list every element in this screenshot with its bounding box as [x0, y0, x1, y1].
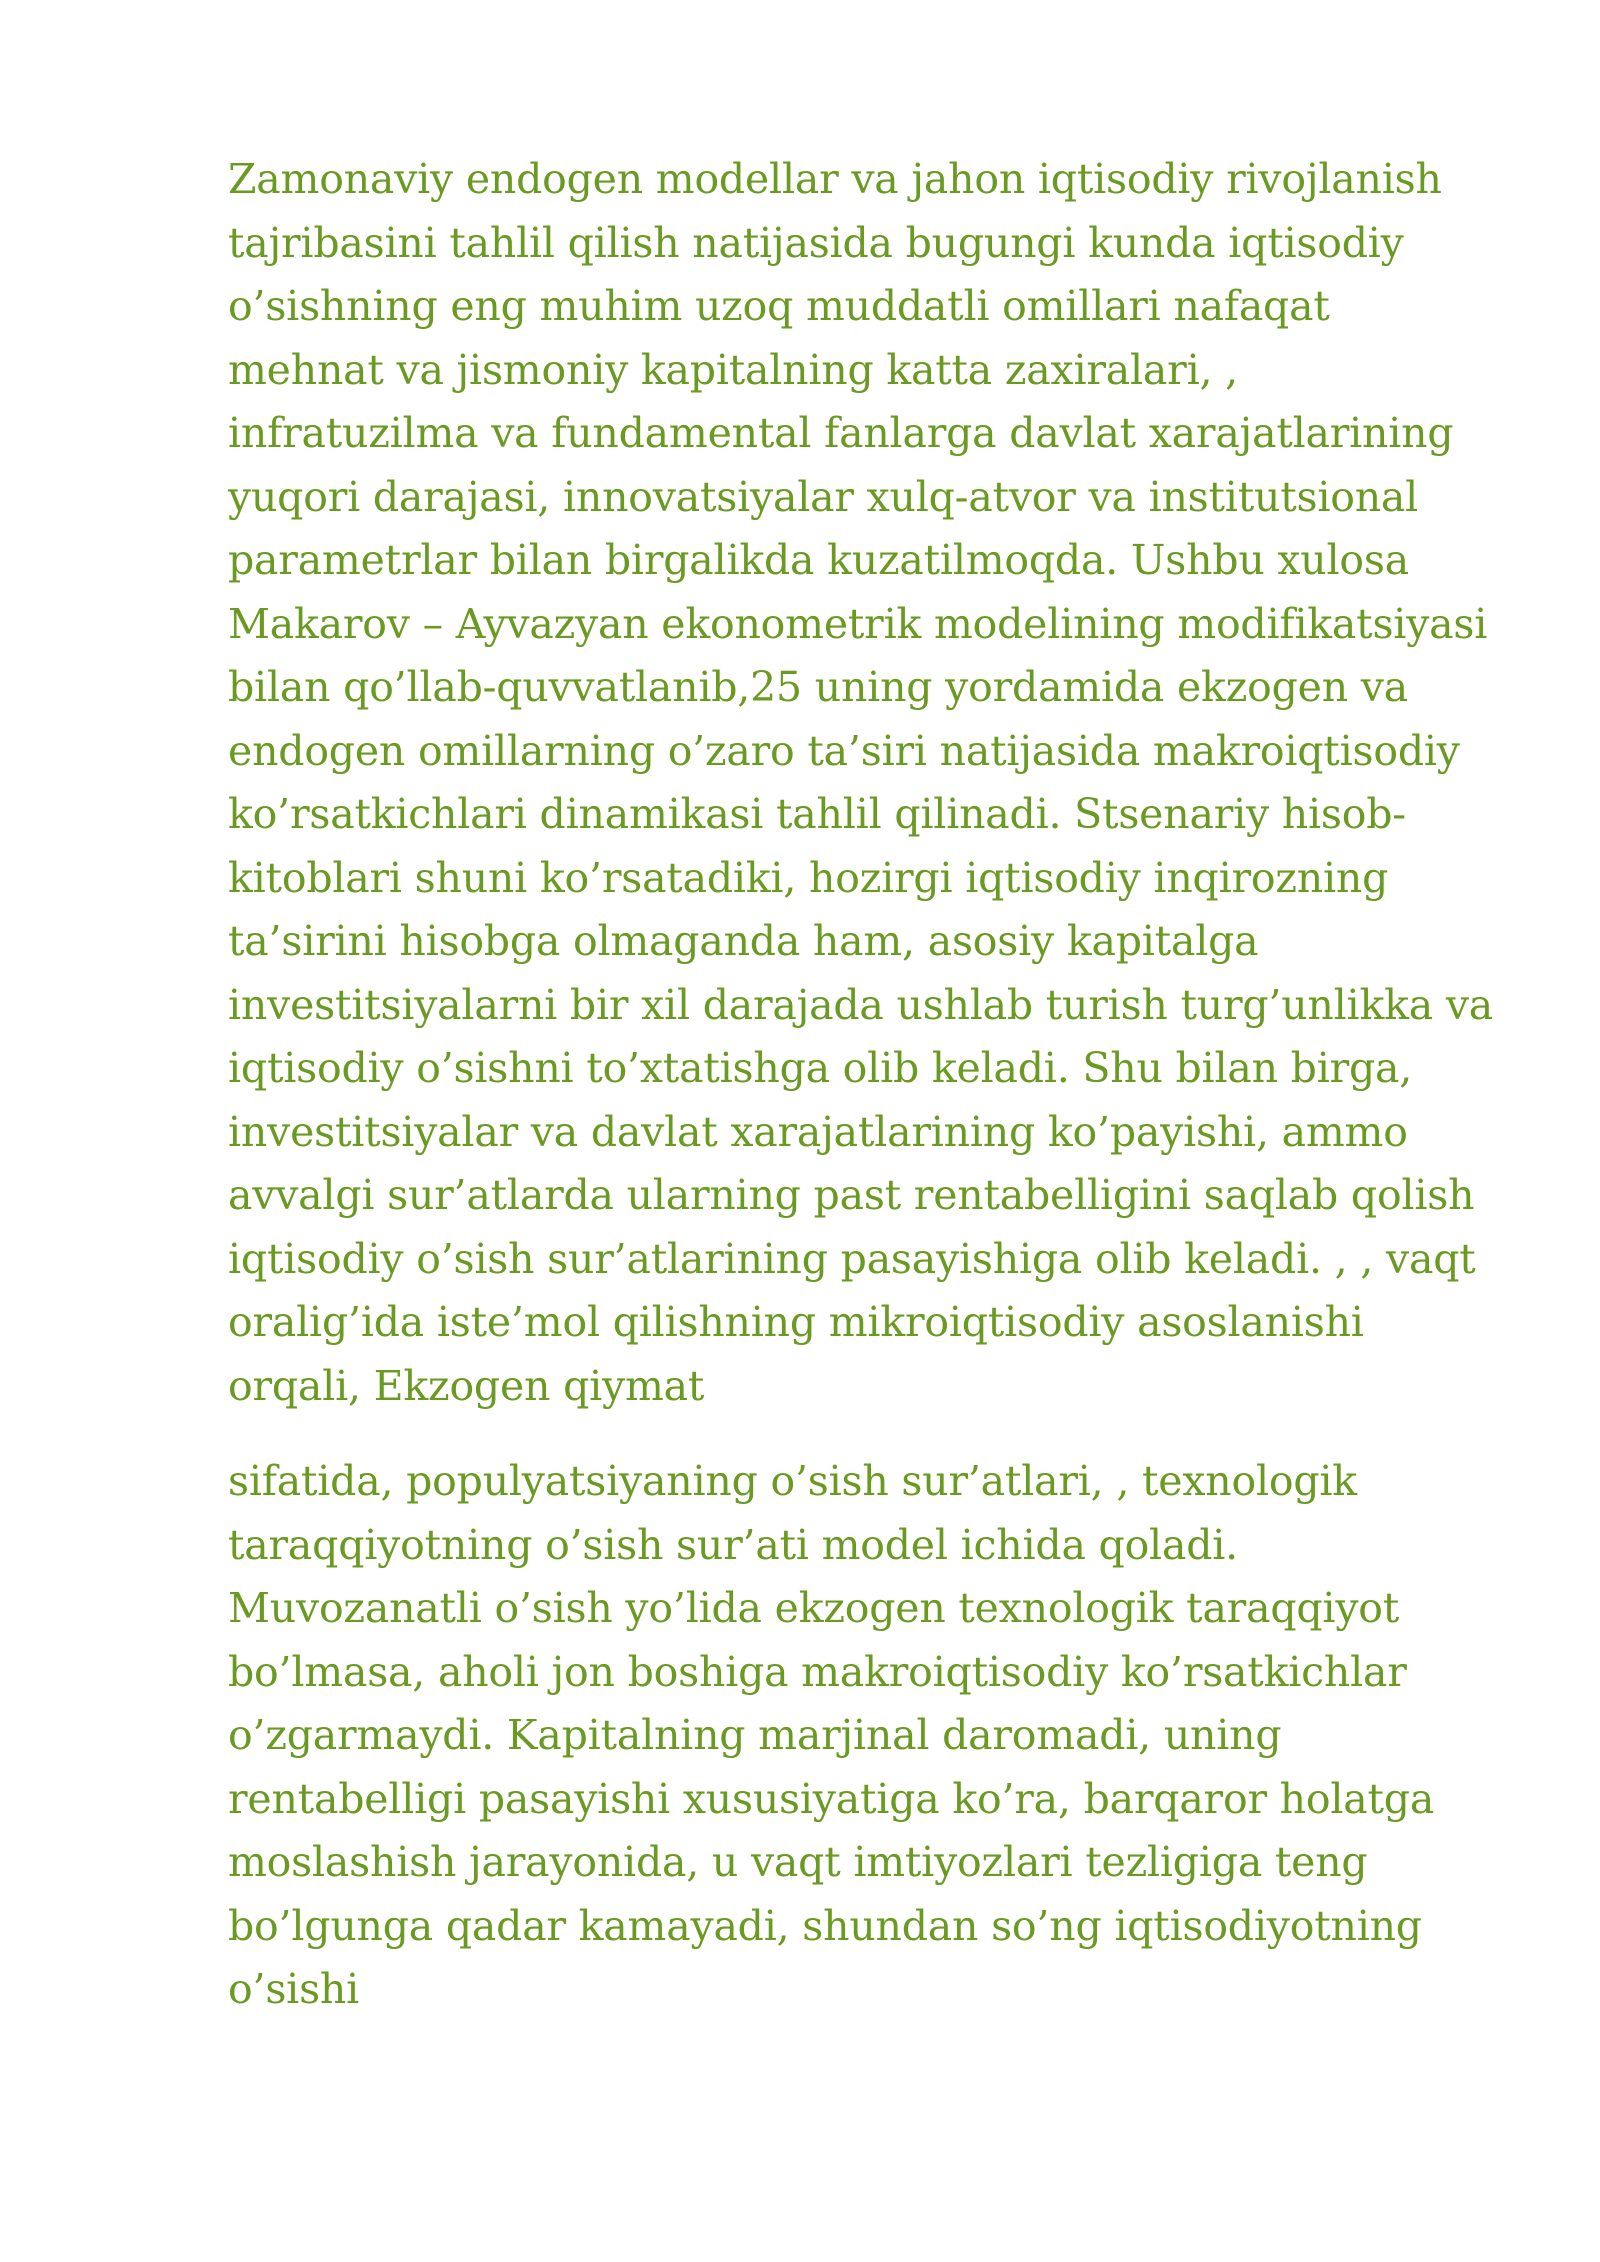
paragraph-1: Zamonaviy endogen modellar va jahon iqtisodiy rivojlanish tajribasini tahlil qilish natijasida bugungi kunda iqtisodiy o’sishning eng muhim uzoq muddatli omillari nafaqat mehnat va jismoniy kapitalning katta zaxiralari, , infratuzilma va fundamental fanlarga davlat xarajatlarining yuqori darajasi, innovatsiyalar xulq-atvor va institutsional parametrlar bilan birgalikda kuzatilmoqda. Ushbu xulosa Makarov – Ayvazyan ekonometrik modelining modifikatsiyasi bilan qo’llab-quvvatlanib,25 uning yordamida ekzogen va endogen omillarning o’zaro ta’siri natijasida makroiqtisodiy ko’rsatkichlari dinamikasi tahlil qilinadi. Stsenariy hisob-kitoblari shuni ko’rsatadiki, hozirgi iqtisodiy inqirozning ta’sirini hisobga olmaganda ham, asosiy kapitalga investitsiyalarni bir xil darajada ushlab turish turg’unlikka va iqtisodiy o’sishni to’xtatishga olib keladi. Shu bilan birga, investitsiyalar va davlat xarajatlarining ko’payishi, ammo avvalgi sur’atlarda ularning past rentabelligini saqlab qolish iqtisodiy o’sish sur’atlarining pasayishiga olib keladi. , , vaqt oralig’ida iste’mol qilishning mikroiqtisodiy asoslanishi orqali, Ekzogen qiymat [228, 155, 1494, 1410]
paragraph-2: sifatida, populyatsiyaning o’sish sur’atlari, , texnologik taraqqiyotning o’sish sur’ati model ichida qoladi. Muvozanatli o’sish yo’lida ekzogen texnologik taraqqiyot bo’lmasa, aholi jon boshiga makroiqtisodiy ko’rsatkichlar o’zgarmaydi. Kapitalning marjinal daromadi, uning rentabelligi pasayishi xususiyatiga ko’ra, barqaror holatga moslashish jarayonida, u vaqt imtiyozlari tezligiga teng bo’lgunga qadar kamayadi, shundan so’ng iqtisodiyotning o’sishi [228, 1457, 1435, 2013]
document-page [228, 148, 1498, 2022]
